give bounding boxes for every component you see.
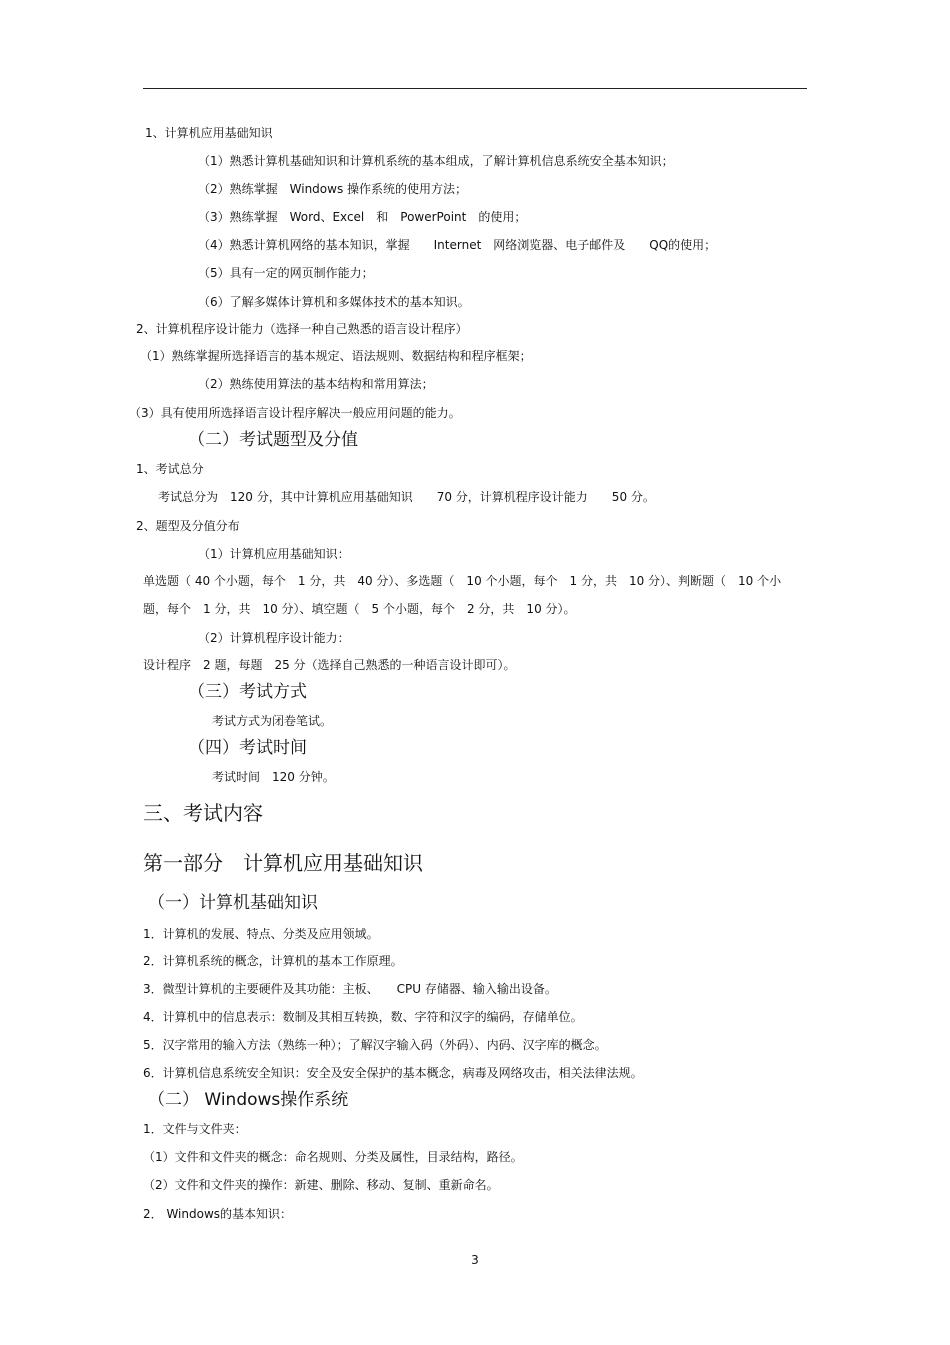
heading-exam-content: 三、考试内容 (143, 801, 263, 825)
list-item: 3．微型计算机的主要硬件及其功能：主板、 CPU 存储器、输入输出设备。 (143, 982, 557, 996)
list-item: （1）熟悉计算机基础知识和计算机系统的基本组成，了解计算机信息系统安全基本知识； (198, 154, 674, 168)
list-item: （1）计算机应用基础知识： (198, 547, 350, 561)
list-item: （3）熟练掌握 Word、Excel 和 PowerPoint 的使用； (198, 210, 527, 224)
list-item: 5．汉字常用的输入方法（熟练一种）；了解汉字输入码（外码）、内码、汉字库的概念。 (143, 1038, 607, 1052)
subheading-windows: （二） Windows操作系统 (148, 1090, 349, 1110)
list-item: （4）熟悉计算机网络的基本知识，掌握 Internet 网络浏览器、电子邮件及 QQ的使用； (198, 238, 717, 252)
header-rule (143, 88, 807, 89)
section-item-2: 2、计算机程序设计能力（选择一种自己熟悉的语言设计程序） (136, 322, 468, 336)
paragraph: 考试总分为 120 分，其中计算机应用基础知识 70 分，计算机程序设计能力 50 分。 (158, 490, 655, 504)
subheading-exam-method: （三）考试方式 (188, 682, 307, 702)
list-item: （2）计算机程序设计能力： (198, 631, 350, 645)
list-item: （2）熟练掌握 Windows 操作系统的使用方法； (198, 182, 468, 196)
list-item: （2）熟练使用算法的基本结构和常用算法； (198, 377, 434, 391)
list-item: （2）文件和文件夹的操作：新建、删除、移动、复制、重新命名。 (143, 1178, 499, 1192)
subheading-basics: （一）计算机基础知识 (148, 893, 318, 913)
heading-part-one: 第一部分 计算机应用基础知识 (143, 851, 423, 875)
subheading-exam-time: （四）考试时间 (188, 738, 307, 758)
list-item: 1．文件与文件夹： (143, 1122, 247, 1136)
section-item-1: 1、计算机应用基础知识 (145, 126, 273, 140)
list-item: （3）具有使用所选择语言设计程序解决一般应用问题的能力。 (129, 406, 461, 420)
list-item: （1）文件和文件夹的概念：命名规则、分类及属性，目录结构，路径。 (143, 1150, 523, 1164)
paragraph: 设计程序 2 题，每题 25 分（选择自己熟悉的一种语言设计即可）。 (143, 658, 516, 672)
list-item: 2． Windows的基本知识： (143, 1207, 293, 1221)
section-item-total: 1、考试总分 (136, 462, 204, 476)
paragraph: 考试方式为闭卷笔试。 (212, 714, 333, 728)
page-number: 3 (471, 1253, 479, 1267)
paragraph: 考试时间 120 分钟。 (212, 770, 335, 784)
list-item: （1）熟练掌握所选择语言的基本规定、语法规则、数据结构和程序框架； (140, 349, 532, 363)
list-item: （5）具有一定的网页制作能力； (198, 266, 374, 280)
list-item: 4．计算机中的信息表示：数制及其相互转换，数、字符和汉字的编码，存储单位。 (143, 1010, 583, 1024)
list-item: 6．计算机信息系统安全知识：安全及安全保护的基本概念，病毒及网络攻击，相关法律法规。 (143, 1066, 643, 1080)
list-item: （6）了解多媒体计算机和多媒体技术的基本知识。 (198, 295, 470, 309)
subheading-question-types: （二）考试题型及分值 (188, 430, 358, 450)
section-item-distribution: 2、题型及分值分布 (136, 519, 240, 533)
list-item: 1．计算机的发展、特点、分类及应用领域。 (143, 927, 379, 941)
list-item: 2．计算机系统的概念，计算机的基本工作原理。 (143, 954, 403, 968)
paragraph: 单选题（ 40 个小题，每个 1 分，共 40 分）、多选题（ 10 个小题，每个 1 分，共 10 分）、判断题（ 10 个小题，每个 1 分，共 10 分）、填空题（ 5 个小题，每个 2 分，共 10 分）。 (143, 574, 782, 616)
